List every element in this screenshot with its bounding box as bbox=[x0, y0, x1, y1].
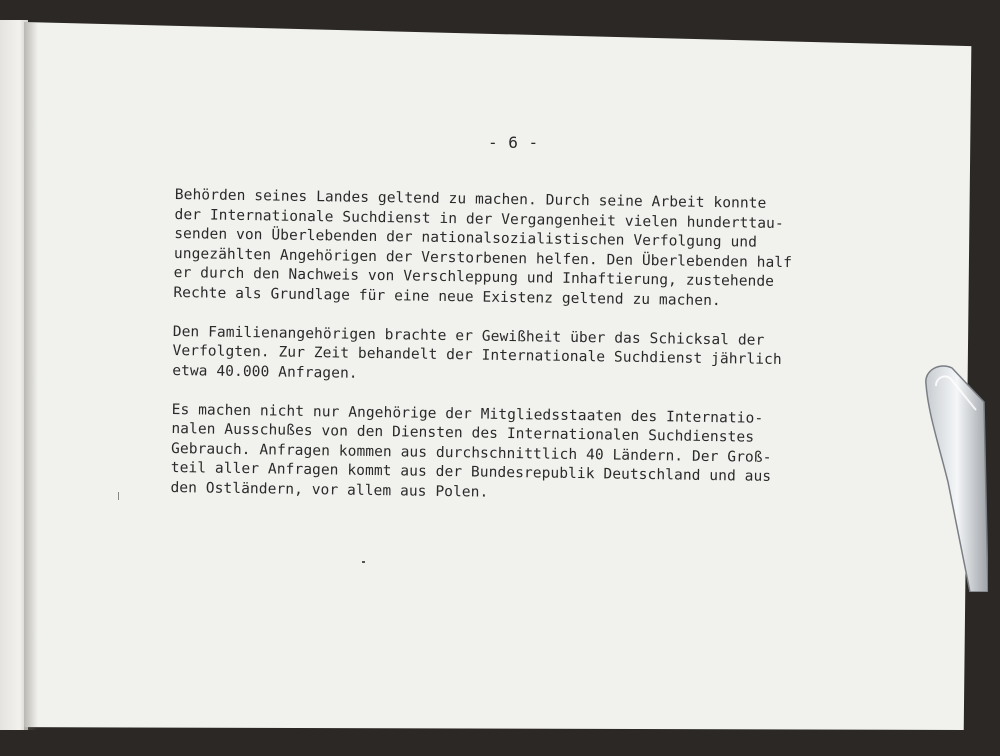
text-line: den Ostländern, vor allem aus Polen. bbox=[170, 479, 489, 501]
paragraph-3 bbox=[170, 400, 891, 508]
text-line: nalen Ausschußes von den Diensten des Internationalen Suchdienstes bbox=[171, 420, 755, 446]
text-line: etwa 40.000 Anfragen. bbox=[172, 362, 358, 382]
page-clip-icon bbox=[918, 362, 988, 592]
text-line: senden von Überlebenden der nationalsozialistischen Verfolgung und bbox=[174, 225, 758, 251]
document-body bbox=[170, 186, 895, 528]
text-line: Es machen nicht nur Angehörige der Mitgliedsstaaten des Internatio- bbox=[171, 401, 764, 427]
text-line: Verfolgten. Zur Zeit behandelt der Internationale Suchdienst jährlich bbox=[172, 342, 782, 369]
text-line: der Internationale Suchdienst in der Vergangenheit vielen hunderttau- bbox=[174, 206, 784, 232]
page-gutter-shadow bbox=[24, 22, 38, 730]
text-line: er durch den Nachweis von Verschleppung und Inhaftierung, zustehende bbox=[173, 264, 775, 290]
text-line: Behörden seines Landes geltend zu machen. Durch seine Arbeit konnte bbox=[174, 186, 767, 212]
paragraph-2 bbox=[172, 322, 893, 391]
text-line: Gebrauch. Anfragen kommen aus durchschnittlich 40 Ländern. Der Groß- bbox=[170, 440, 772, 466]
ink-speck bbox=[362, 561, 365, 563]
text-line: ungezählten Angehörigen der Verstorbenen helfen. Den Überlebenden half bbox=[173, 245, 793, 271]
margin-mark bbox=[118, 492, 119, 500]
page-number: - 6 - bbox=[488, 133, 539, 152]
text-line: Rechte als Grundlage für eine neue Existenz geltend zu machen. bbox=[173, 284, 721, 309]
text-line: Den Familienangehörigen brachte er Gewißheit über das Schicksal der bbox=[172, 323, 765, 349]
paragraph-1 bbox=[173, 186, 895, 314]
text-line: teil aller Anfragen kommt aus der Bundesrepublik Deutschland und aus bbox=[170, 459, 772, 485]
